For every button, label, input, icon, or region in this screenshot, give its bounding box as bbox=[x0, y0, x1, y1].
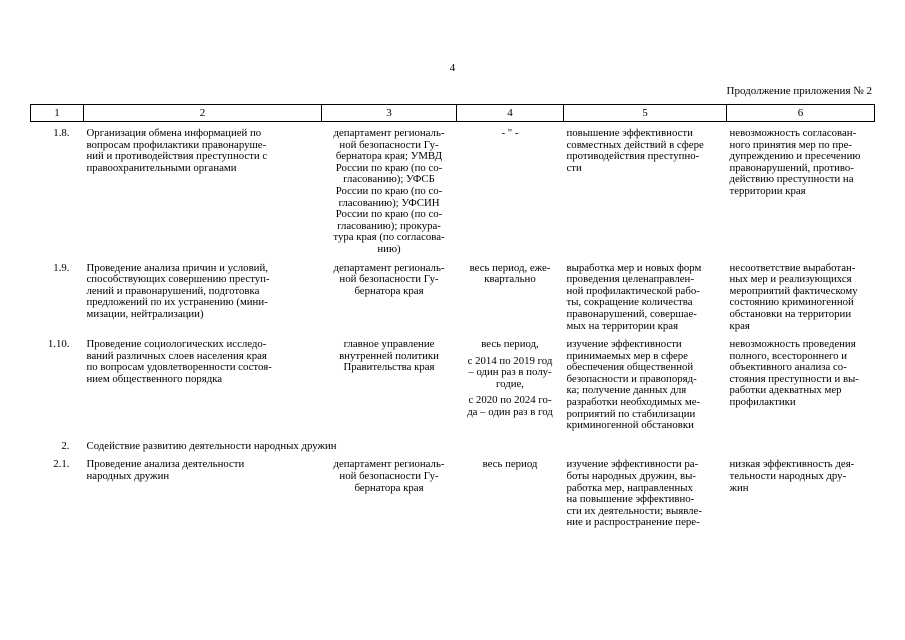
section-title: Содействие развитию деятельности народных дружин bbox=[86, 439, 337, 452]
header-col-5: 5 bbox=[564, 105, 727, 122]
table-row bbox=[31, 122, 875, 256]
section-row bbox=[31, 439, 875, 453]
execution-period: - " - bbox=[501, 127, 519, 139]
measure-name: Проведение анализа деятельности народных дружин bbox=[86, 458, 245, 483]
measure-name: Проведение анализа причин и условий, способствующих совершению преступ- лений и правонарушений, подготовка предложений по их устранению (мини- мизации, нейтрализации) bbox=[86, 261, 270, 320]
row-number: 1.10. bbox=[47, 338, 70, 351]
section-number: 2. bbox=[61, 439, 70, 452]
execution-period: весь период, с 2014 по 2019 год – один раз в полу- годие, с 2020 по 2024 го- да – один раз в год bbox=[467, 338, 553, 419]
row-number: 1.9. bbox=[53, 261, 70, 274]
page-number: 4 bbox=[449, 62, 456, 74]
responsible-executor: департамент региональ- ной безопасности Гу- бернатора края; УМВД России по краю (по со- гласованию); УФСБ России по краю (по со- гласованию); УФСИН России по краю (по со- гласованию); прокура- тура края (по согласова- нию) bbox=[333, 127, 445, 255]
measures-table bbox=[30, 104, 875, 529]
expected-result: изучение эффективности ра- боты народных дружин, вы- работка мер, направленных на повышение эффективно- сти их деятельности; выявле- ние и распространение пере- bbox=[566, 458, 702, 529]
header-col-2: 2 bbox=[84, 105, 322, 122]
consequences-of-non-implementation: несоответствие выработан- ных мер и реализующихся мероприятий фактическому состоянию криминогенной обстановки на территории края bbox=[729, 261, 858, 332]
expected-result: выработка мер и новых форм проведения целенаправлен- ной профилактической рабо- ты, сокращение количества правонарушений, совершае- мых на территории края bbox=[566, 261, 702, 332]
expected-result: повышение эффективности совместных действий в сфере противодействия преступно- сти bbox=[566, 127, 704, 174]
measure-name: Проведение социологических исследо- ваний различных слоев населения края по вопросам удовлетворенности состоя- нием общественного порядка bbox=[86, 338, 272, 385]
consequences-of-non-implementation: невозможность согласован- ного принятия мер по пре- дупреждению и пресечению правонарушений, противо- действию преступности на территории края bbox=[729, 127, 861, 197]
header-col-4: 4 bbox=[457, 105, 564, 122]
expected-result: изучение эффективности принимаемых мер в сфере обеспечения общественной безопасности и правопоряд- ка; получение данных для разработки необходимых ме- роприятий по стабилизации криминогенной обстановки bbox=[566, 338, 701, 432]
table-row bbox=[31, 339, 875, 432]
column-number-header bbox=[31, 105, 875, 122]
appendix-continuation-label: Продолжение приложения № 2 bbox=[726, 85, 872, 97]
header-col-1: 1 bbox=[31, 105, 84, 122]
execution-period: весь период bbox=[482, 458, 538, 471]
measure-name: Организация обмена информацией по вопросам профилактики правонаруше- ний и противодействия преступности с правоохранительными органами bbox=[86, 127, 268, 174]
consequences-of-non-implementation: низкая эффективность дея- тельности народных дру- жин bbox=[729, 458, 855, 494]
row-number: 2.1. bbox=[53, 458, 70, 471]
consequences-of-non-implementation: невозможность проведения полного, всестороннего и объективного анализа со- стояния преступности и вы- работки адекватных мер профилактики bbox=[729, 338, 859, 409]
header-col-3: 3 bbox=[322, 105, 457, 122]
table-row bbox=[31, 459, 875, 529]
execution-period: весь период, еже- квартально bbox=[469, 261, 551, 286]
header-col-6: 6 bbox=[727, 105, 875, 122]
row-number: 1.8. bbox=[53, 127, 70, 139]
table-row bbox=[31, 263, 875, 333]
responsible-executor: департамент региональ- ной безопасности Гу- бернатора края bbox=[333, 458, 445, 494]
responsible-executor: департамент региональ- ной безопасности Гу- бернатора края bbox=[333, 261, 445, 297]
responsible-executor: главное управление внутренней политики Правительства края bbox=[339, 338, 439, 374]
